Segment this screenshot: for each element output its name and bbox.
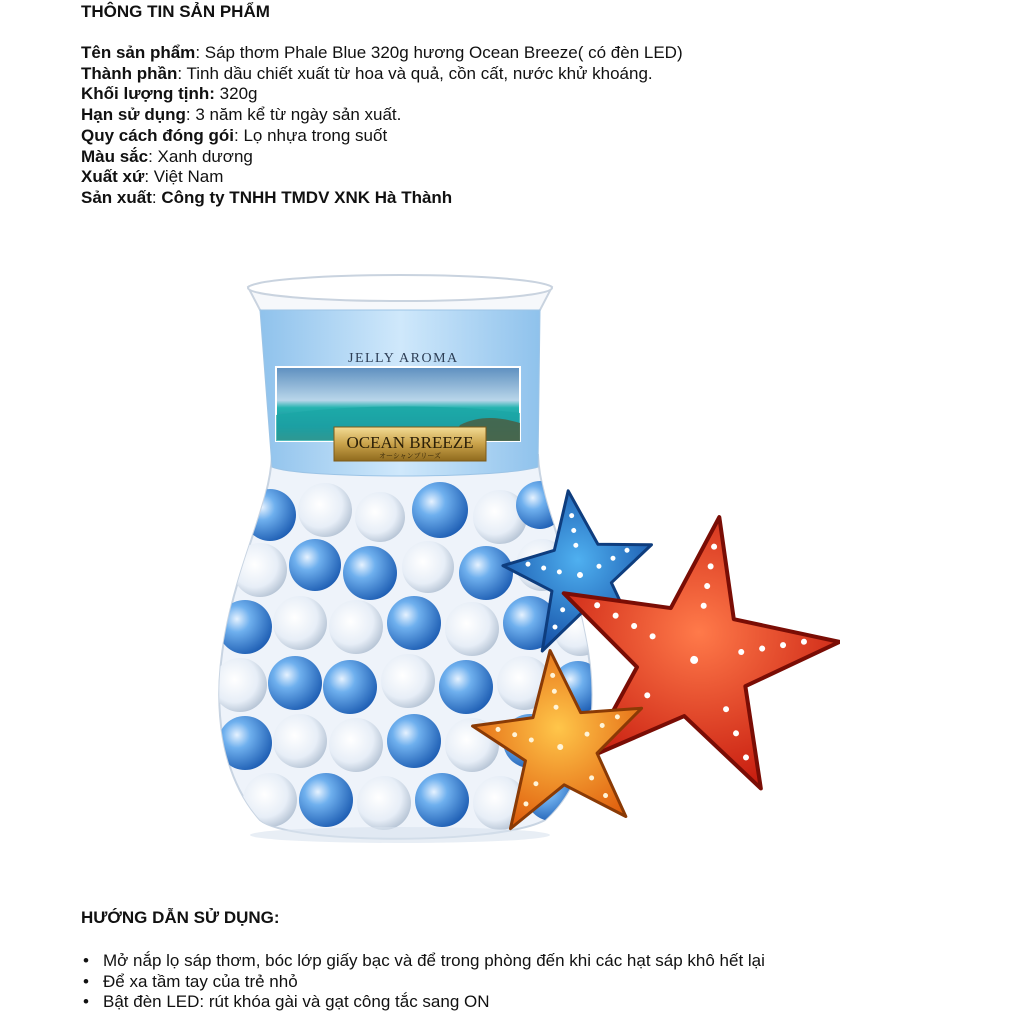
jar-lid <box>248 275 552 315</box>
info-label: Khối lượng tịnh: <box>81 84 215 104</box>
info-separator: : <box>144 167 154 187</box>
info-value: 3 năm kể từ ngày sản xuất. <box>195 105 402 125</box>
usage-list <box>83 951 765 1013</box>
info-label: Quy cách đóng gói <box>81 125 235 145</box>
info-separator: : <box>177 63 187 83</box>
info-value: Sáp thơm Phale Blue 320g hương Ocean Breeze( có đèn LED) <box>204 43 683 62</box>
info-row <box>81 43 683 64</box>
info-value: Xanh dương <box>157 146 253 166</box>
section-heading: THÔNG TIN SẢN PHẨM <box>81 2 270 21</box>
info-row <box>81 84 683 105</box>
label-scent: OCEAN BREEZE <box>346 433 474 452</box>
info-label: Thành phần <box>81 63 178 83</box>
info-value: Việt Nam <box>153 167 224 187</box>
info-separator: : <box>195 43 205 62</box>
info-value: Lọ nhựa trong suốt <box>243 125 388 145</box>
usage-item: • Để xa tầm tay của trẻ nhỏ <box>83 972 765 993</box>
info-row <box>81 147 683 168</box>
info-separator: : <box>185 105 196 125</box>
info-separator: : <box>151 187 162 207</box>
info-row <box>81 167 683 188</box>
info-label: Hạn sử dụng <box>81 105 186 125</box>
product-info <box>81 43 683 209</box>
usage-heading: HƯỚNG DẪN SỬ DỤNG: <box>81 908 280 927</box>
info-label: Xuất xứ <box>81 167 145 187</box>
info-row <box>81 64 683 85</box>
info-value: 320g <box>219 84 258 104</box>
info-row <box>81 105 683 126</box>
info-label: Tên sản phẩm <box>81 43 196 62</box>
product-label <box>260 310 540 476</box>
info-value: Tinh dầu chiết xuất từ hoa và quả, cồn cất, nước khử khoáng. <box>186 63 653 83</box>
label-scent-jp: オーシャンブリーズ <box>378 452 442 460</box>
info-label: Màu sắc <box>81 146 149 166</box>
product-illustration <box>200 255 840 855</box>
usage-item: • Bật đèn LED: rút khóa gài và gạt công tắc sang ON <box>83 992 765 1013</box>
info-separator: : <box>234 125 244 145</box>
info-separator: : <box>148 146 158 166</box>
info-row <box>81 188 683 209</box>
info-value: Công ty TNHH TMDV XNK Hà Thành <box>161 187 453 207</box>
usage-item: • Mở nắp lọ sáp thơm, bóc lớp giấy bạc và để trong phòng đến khi các hạt sáp khô hết lại <box>83 951 765 972</box>
label-brand: JELLY AROMA <box>348 351 459 366</box>
info-row <box>81 126 683 147</box>
info-label: Sản xuất <box>81 187 152 207</box>
